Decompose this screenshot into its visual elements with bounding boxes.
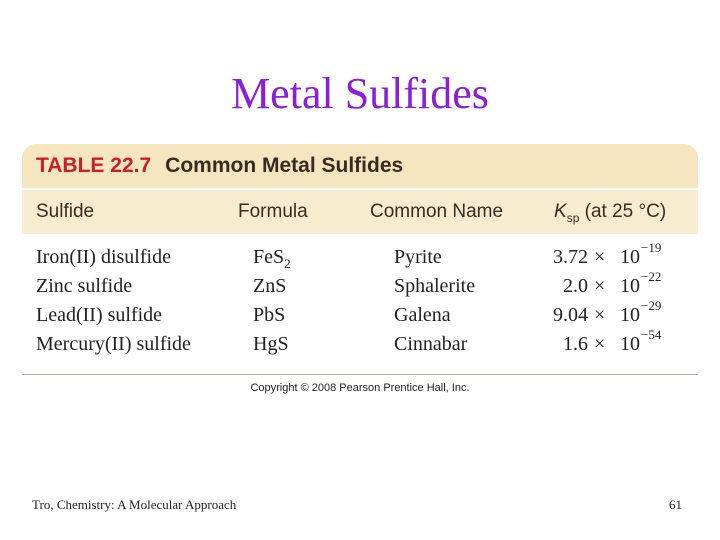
- slide-title: Metal Sulfides: [231, 69, 489, 118]
- cell-ksp: [542, 327, 672, 361]
- header-sulfide: Sulfide: [36, 201, 95, 222]
- formula-subscript: 2: [284, 256, 291, 271]
- cell-formula: [253, 275, 286, 301]
- ksp-exponent: −19: [641, 240, 662, 255]
- table-title: Common Metal Sulfides: [165, 154, 404, 177]
- ksp-exponent: −54: [641, 327, 662, 342]
- table-body: [22, 234, 698, 374]
- ksp-exponent: −29: [641, 298, 662, 313]
- table-row: [22, 298, 698, 331]
- ksp-base: 10: [620, 304, 640, 326]
- table-bottom-rule: [22, 374, 698, 375]
- ksp-subscript: sp: [566, 210, 580, 225]
- cell-formula: [253, 333, 289, 359]
- cell-formula: [253, 304, 285, 330]
- times-sign: ×: [594, 333, 606, 355]
- times-sign: ×: [594, 304, 606, 326]
- ksp-base: 10: [620, 275, 640, 297]
- cell-sulfide: Iron(II) disulfide: [36, 246, 171, 268]
- table-caption: [22, 144, 698, 188]
- cell-common-name: Pyrite: [394, 246, 442, 268]
- ksp-condition: (at 25 °C): [584, 201, 667, 222]
- header-common-name: Common Name: [370, 201, 504, 222]
- cell-common-name: Cinnabar: [394, 333, 468, 355]
- formula-base: ZnS: [253, 275, 287, 297]
- cell-formula: [253, 246, 291, 272]
- cell-common-name: Sphalerite: [394, 275, 476, 297]
- page-number: 61: [669, 497, 682, 512]
- ksp-coefficient: 2.0: [563, 275, 588, 297]
- ksp-coefficient: 9.04: [553, 304, 588, 326]
- table-row: [22, 240, 698, 273]
- header-ksp: [554, 201, 666, 225]
- footer-source: Tro, Chemistry: A Molecular Approach: [32, 497, 237, 512]
- formula-base: PbS: [253, 304, 286, 326]
- ksp-base: 10: [620, 333, 640, 355]
- ksp-coefficient: 3.72: [553, 246, 588, 268]
- table-header-row: [22, 188, 698, 234]
- cell-sulfide: Lead(II) sulfide: [36, 304, 163, 326]
- ksp-coefficient: 1.6: [563, 333, 588, 355]
- ksp-base: 10: [620, 246, 640, 268]
- table-figure: [22, 144, 698, 394]
- ksp-symbol: K: [554, 201, 567, 222]
- table-row: [22, 269, 698, 302]
- table-row: [22, 327, 698, 360]
- formula-base: FeS: [253, 246, 285, 268]
- formula-base: HgS: [253, 333, 289, 355]
- ksp-exponent: −22: [641, 269, 662, 284]
- cell-sulfide: Mercury(II) sulfide: [36, 333, 191, 355]
- copyright-notice: Copyright © 2008 Pearson Prentice Hall, Inc.: [250, 382, 470, 394]
- cell-common-name: Galena: [394, 304, 451, 326]
- cell-sulfide: Zinc sulfide: [36, 275, 133, 297]
- times-sign: ×: [594, 246, 606, 268]
- times-sign: ×: [594, 275, 606, 297]
- header-formula: Formula: [238, 201, 308, 222]
- table-number: TABLE 22.7: [36, 154, 152, 177]
